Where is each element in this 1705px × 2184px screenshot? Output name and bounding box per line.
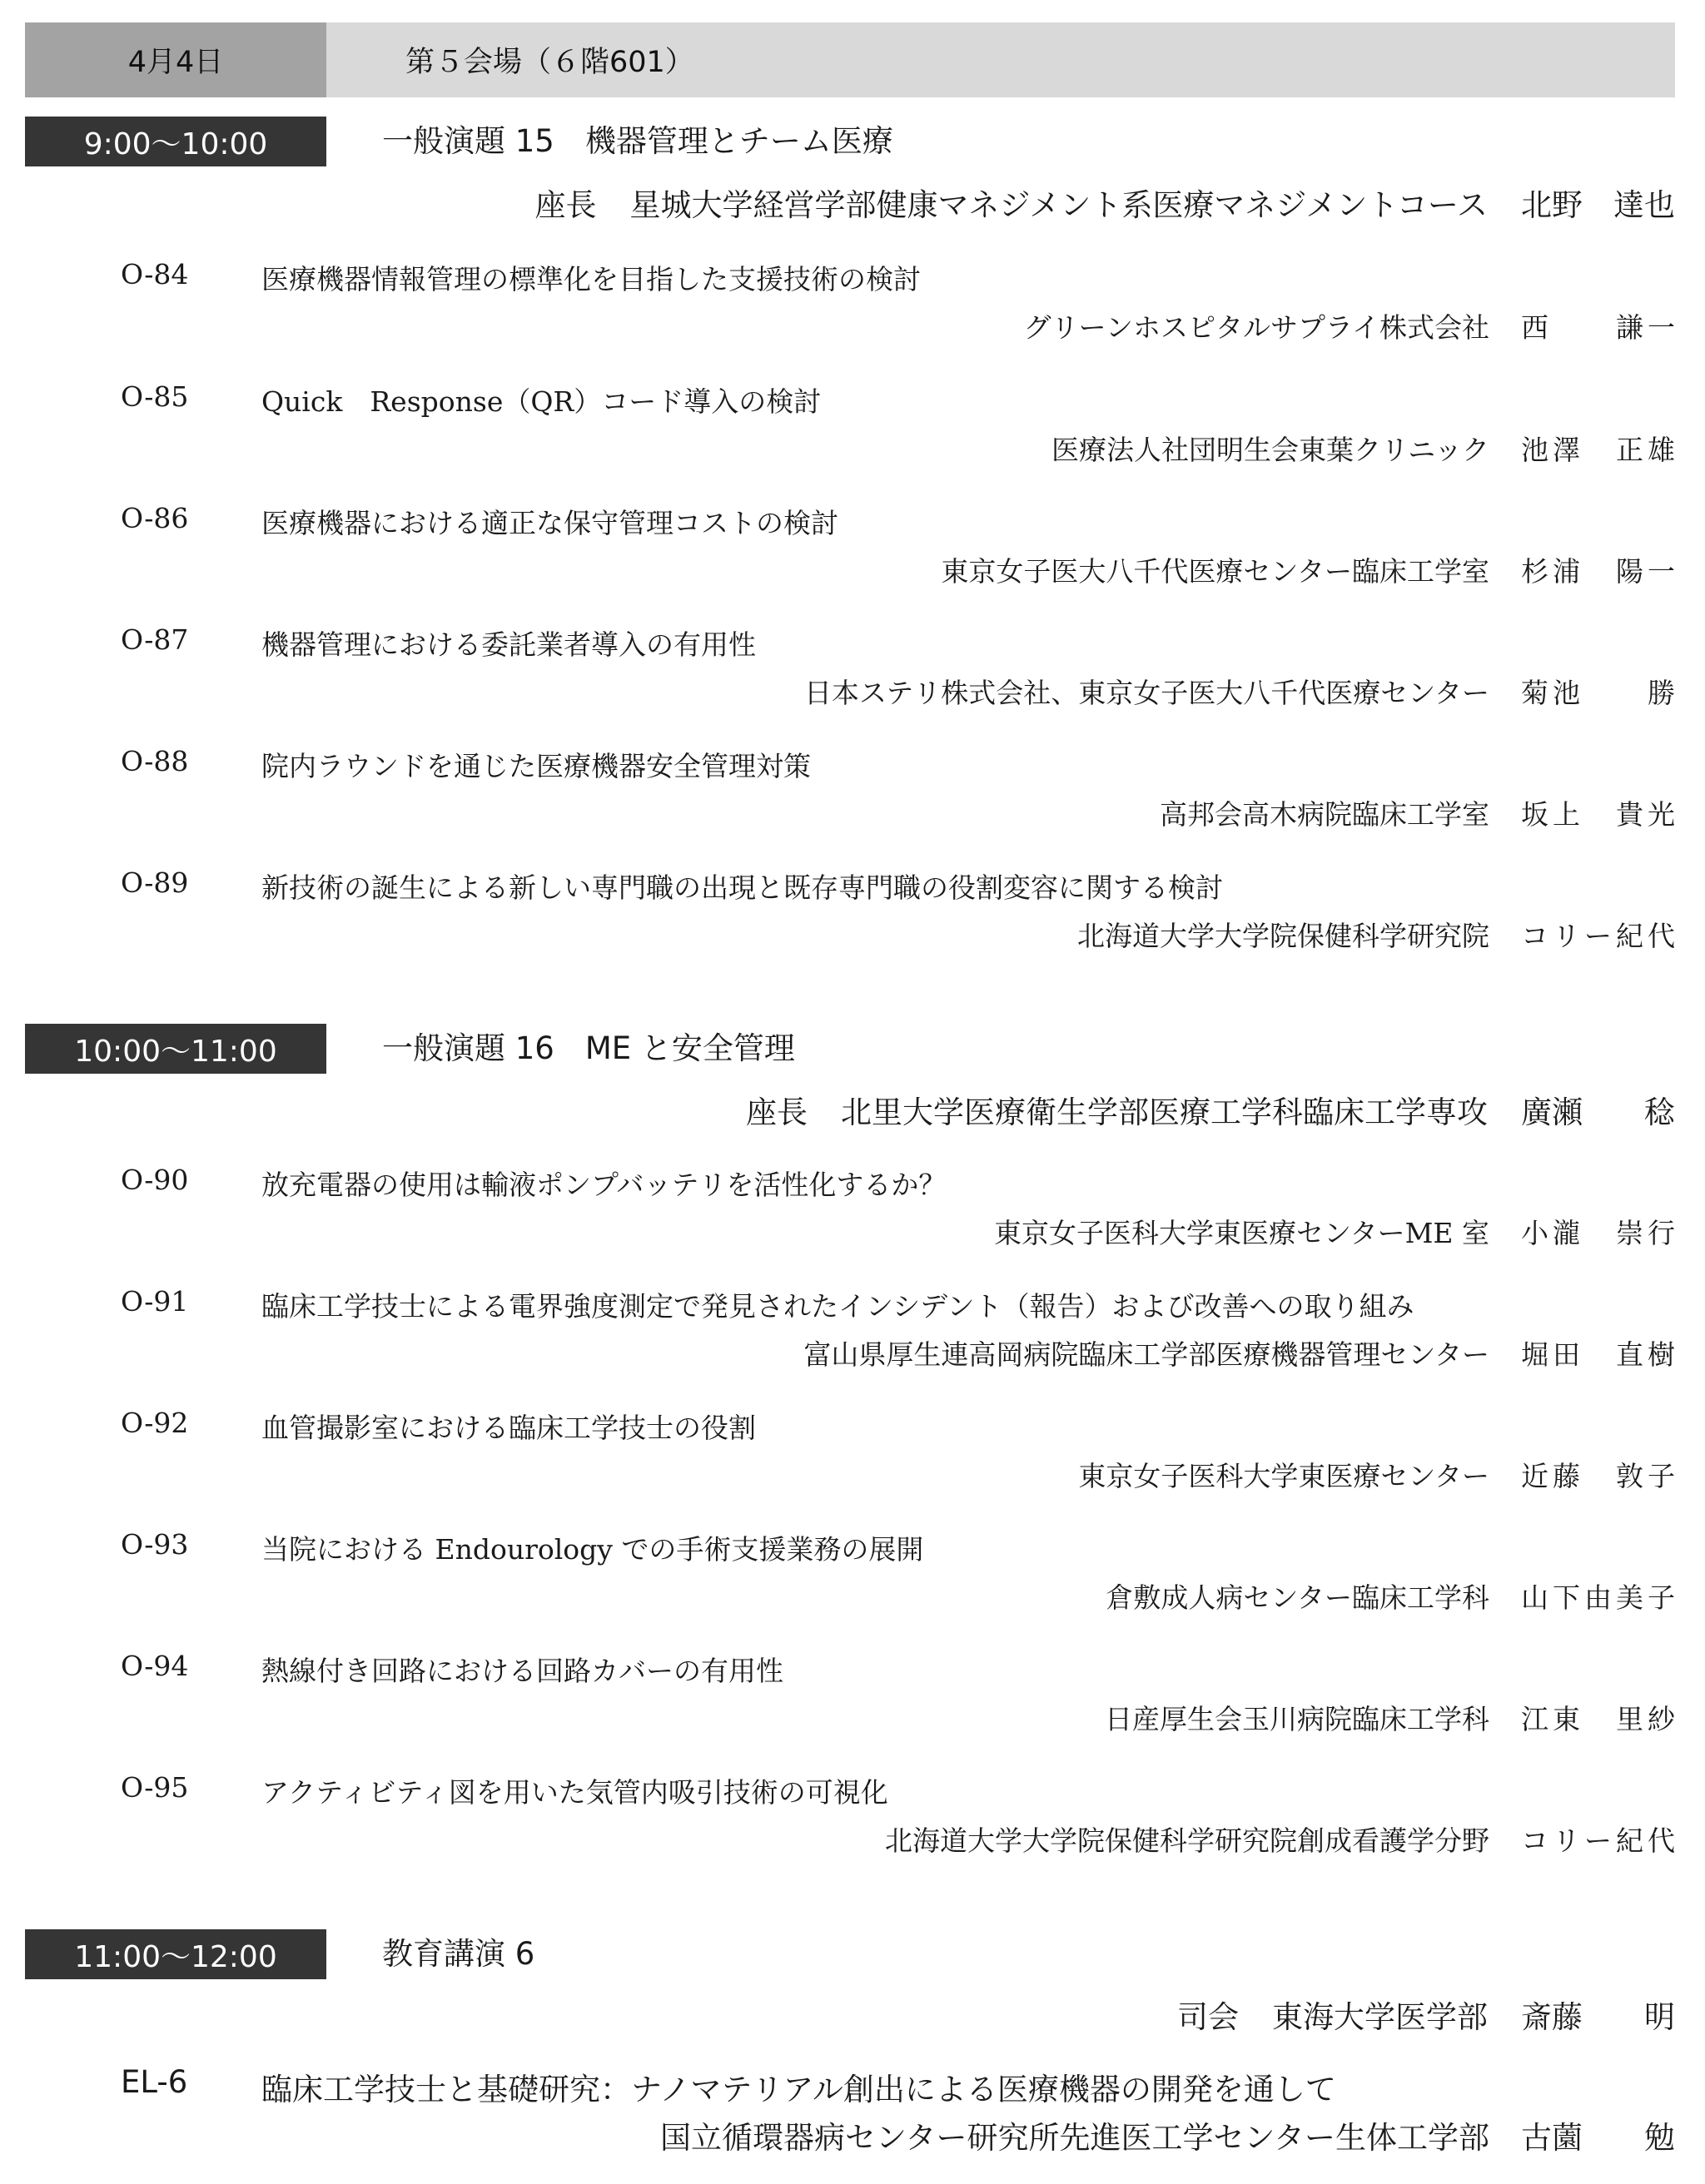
presenter-affiliation: 倉敷成人病センター臨床工学科 [1106, 1581, 1489, 1614]
presentation-title: アクティビティ図を用いた気管内吸引技術の可視化 [261, 1776, 888, 1809]
chair-affiliation: 東海大学医学部 [1272, 1999, 1488, 2035]
presentation-id: O-90 [121, 1164, 189, 1196]
presenter-name: 堀田 直樹 [1521, 1338, 1675, 1371]
presentation-id: O-87 [121, 623, 189, 656]
presentation-id: O-84 [121, 258, 189, 290]
presenter-affiliation: 富山県厚生連高岡病院臨床工学部医療機器管理センター [803, 1338, 1489, 1371]
presentation-title: 血管撮影室における臨床工学技士の役割 [261, 1412, 756, 1444]
presenter-affiliation: 東京女子医科大学東医療センターME 室 [993, 1217, 1489, 1249]
session-time-badge: 9:00〜10:00 [25, 117, 326, 166]
presenter-line [1105, 1698, 1675, 1737]
presentation-title: Quick Response（QR）コード導入の検討 [261, 385, 822, 418]
presentation-entry [0, 258, 1705, 350]
date-room-header [25, 22, 1675, 97]
presentation-id: O-89 [121, 866, 189, 899]
session-chair [1177, 1992, 1675, 2037]
presenter-name: 坂上 貴光 [1521, 798, 1675, 831]
presenter-line [994, 1212, 1675, 1251]
presenter-affiliation: 東京女子医科大学東医療センター [1078, 1460, 1489, 1492]
presentation-entry [0, 1407, 1705, 1498]
presenter-line [660, 2112, 1675, 2157]
presentation-id: O-85 [121, 380, 189, 413]
presenter-line [804, 672, 1675, 711]
session-chair [746, 1087, 1675, 1132]
presentation-id: O-91 [121, 1285, 189, 1318]
presentation-entry [0, 1528, 1705, 1620]
session-time-badge: 10:00〜11:00 [25, 1024, 326, 1074]
presenter-line [1078, 1455, 1675, 1494]
session-title: 一般演題 15 機器管理とチーム医療 [382, 123, 893, 159]
presenter-name: コリー紀代 [1521, 920, 1675, 952]
presentation-title: 機器管理における委託業者導入の有用性 [261, 628, 756, 661]
session-chair [535, 180, 1675, 225]
presenter-name: 杉浦 陽一 [1521, 555, 1675, 588]
chair-affiliation: 北里大学医療衛生学部医療工学科臨床工学専攻 [841, 1094, 1488, 1130]
presentation-entry [0, 745, 1705, 836]
presentation-title: 新技術の誕生による新しい専門職の出現と既存専門職の役割変容に関する検討 [261, 871, 1223, 904]
presenter-line [803, 1333, 1675, 1372]
presentation-id: O-88 [121, 745, 189, 777]
presentation-entry [0, 1650, 1705, 1741]
chair-name: 斎藤 明 [1521, 1999, 1675, 2035]
presentation-entry [0, 502, 1705, 593]
presenter-line [1160, 793, 1675, 832]
chair-prefix: 座長 [534, 187, 597, 223]
presenter-name: 小瀧 崇行 [1521, 1217, 1675, 1249]
presenter-affiliation: 日産厚生会玉川病院臨床工学科 [1105, 1703, 1489, 1735]
presenter-name: 近藤 敦子 [1521, 1460, 1675, 1492]
presentation-title: 熱線付き回路における回路カバーの有用性 [261, 1655, 783, 1687]
presenter-name: 菊池 勝 [1521, 677, 1675, 709]
presenter-line [941, 550, 1675, 589]
chair-name: 廣瀬 稔 [1521, 1094, 1675, 1130]
presenter-name: 西 謙一 [1521, 311, 1675, 344]
presentation-entry [0, 866, 1705, 958]
presentation-entry [0, 1285, 1705, 1377]
presentation-entry [0, 1164, 1705, 1255]
presentation-title: 医療機器情報管理の標準化を目指した支援技術の検討 [261, 263, 921, 295]
presentation-title: 放充電器の使用は輸液ポンプバッテリを活性化するか？ [261, 1169, 947, 1201]
presentation-title: 臨床工学技士による電界強度測定で発見されたインシデント（報告）および改善への取り組み [261, 1290, 1414, 1323]
presenter-affiliation: 東京女子医大八千代医療センター臨床工学室 [941, 555, 1489, 588]
session-time-badge: 11:00〜12:00 [25, 1929, 326, 1979]
presentation-entry [0, 380, 1705, 472]
chair-affiliation: 星城大学経営学部健康マネジメント系医療マネジメントコース [629, 187, 1488, 223]
chair-name: 北野 達也 [1521, 187, 1675, 223]
presentation-id: O-93 [121, 1528, 189, 1561]
presentation-entry [0, 623, 1705, 715]
presentation-id: O-95 [121, 1771, 189, 1804]
presenter-name: 山下由美子 [1521, 1581, 1675, 1614]
presenter-name: 古薗 勉 [1521, 2120, 1675, 2156]
presentation-title: 当院における Endourology での手術支援業務の展開 [261, 1533, 924, 1566]
session-title: 教育講演 6 [382, 1936, 535, 1972]
presenter-affiliation: 高邦会高木病院臨床工学室 [1160, 798, 1489, 831]
presenter-line [1024, 306, 1675, 345]
presenter-affiliation: 日本ステリ株式会社、東京女子医大八千代医療センター [803, 677, 1489, 709]
presenter-affiliation: 医療法人社団明生会東葉クリニック [1051, 434, 1489, 466]
presenter-affiliation: 国立循環器病センター研究所先進医工学センター生体工学部 [659, 2120, 1489, 2156]
presentation-title: 医療機器における適正な保守管理コストの検討 [261, 507, 838, 539]
presentation-id: O-92 [121, 1407, 189, 1439]
presenter-name: 池澤 正雄 [1521, 434, 1675, 466]
presenter-line [885, 1819, 1675, 1859]
date-label: 4月4日 [25, 22, 326, 97]
presenter-affiliation: 北海道大学大学院保健科学研究院創成看護学分野 [885, 1824, 1489, 1857]
presenter-name: 江東 里紗 [1521, 1703, 1675, 1735]
presenter-affiliation: グリーンホスピタルサプライ株式会社 [1023, 311, 1489, 344]
presentation-id: O-94 [121, 1650, 189, 1682]
presentation-id: EL-6 [121, 2064, 188, 2100]
chair-prefix: 座長 [746, 1094, 808, 1130]
room-label: 第５会場（６階601） [326, 22, 1675, 97]
presenter-line [1106, 1576, 1675, 1616]
presentation-title: 院内ラウンドを通じた医療機器安全管理対策 [261, 750, 811, 782]
chair-prefix: 司会 [1177, 1999, 1239, 2035]
presenter-line [1051, 429, 1675, 468]
presenter-name: コリー紀代 [1521, 1824, 1675, 1857]
presenter-affiliation: 北海道大学大学院保健科学研究院 [1077, 920, 1489, 952]
session-title: 一般演題 16 ME と安全管理 [382, 1030, 795, 1066]
presentation-id: O-86 [121, 502, 189, 534]
presentation-title: 臨床工学技士と基礎研究：ナノマテリアル創出による医療機器の開発を通して [261, 2072, 1336, 2107]
lecture-entry [0, 2064, 1705, 2156]
presenter-line [1077, 915, 1675, 954]
presentation-entry [0, 1771, 1705, 1863]
